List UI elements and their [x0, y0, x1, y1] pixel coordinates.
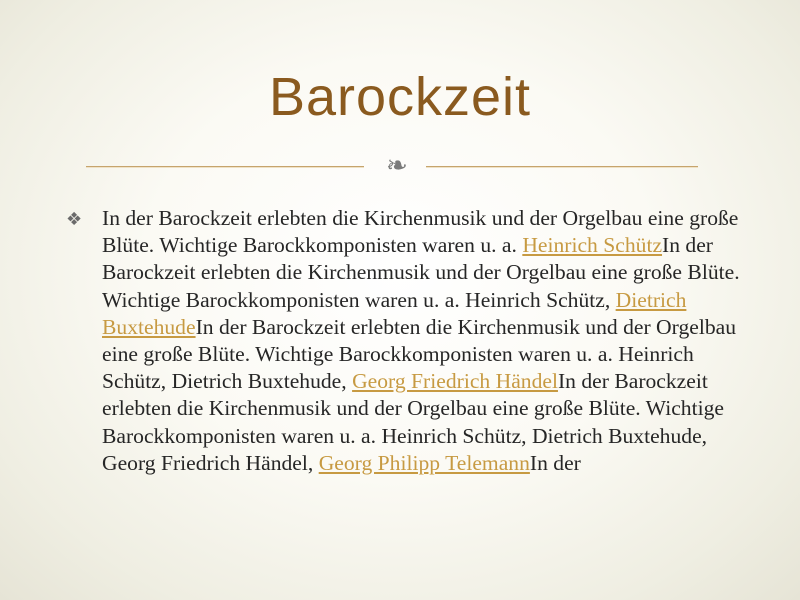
paragraph-text-4: In der Barockzeit erlebten die Kirchenmusik und der Orgelbau eine große Blüte. Wichtige Barockkomponisten waren u. a. Heinrich Schütz, Dietrich Buxtehude, Georg Friedrich Händel,	[102, 369, 724, 475]
bullet-item	[66, 205, 756, 477]
paragraph-text-2: In der Barockzeit erlebten die Kirchenmusik und der Orgelbau eine große Blüte. Wichtige Barockkomponisten waren u. a. Heinrich Schütz,	[102, 233, 740, 312]
link-heinrich-schuetz[interactable]: Heinrich Schütz	[522, 233, 663, 258]
link-georg-friedrich-haendel[interactable]: Georg Friedrich Händel	[352, 369, 558, 394]
paragraph-text-1: In der Barockzeit erlebten die Kirchenmusik und der Orgelbau eine große Blüte. Wichtige Barockkomponisten waren u. a.	[102, 206, 739, 258]
link-georg-philipp-telemann[interactable]: Georg Philipp Telemann	[318, 450, 530, 475]
paragraph-text-5: In der	[529, 450, 581, 475]
slide-body	[66, 205, 756, 477]
link-dietrich-buxtehude[interactable]: Dietrich Buxtehude	[102, 287, 687, 339]
title-divider	[0, 150, 800, 180]
fleuron-icon: ❧	[386, 151, 408, 181]
paragraph-text-3: In der Barockzeit erlebten die Kirchenmusik und der Orgelbau eine große Blüte. Wichtige Barockkomponisten waren u. a. Heinrich Schütz, Dietrich Buxtehude,	[102, 314, 737, 394]
divider-line-right	[426, 166, 698, 167]
bullet-icon: ❖	[66, 209, 83, 230]
slide-title: Barockzeit	[268, 67, 532, 127]
bullet-paragraph	[102, 205, 756, 477]
divider-line-left	[86, 166, 364, 167]
